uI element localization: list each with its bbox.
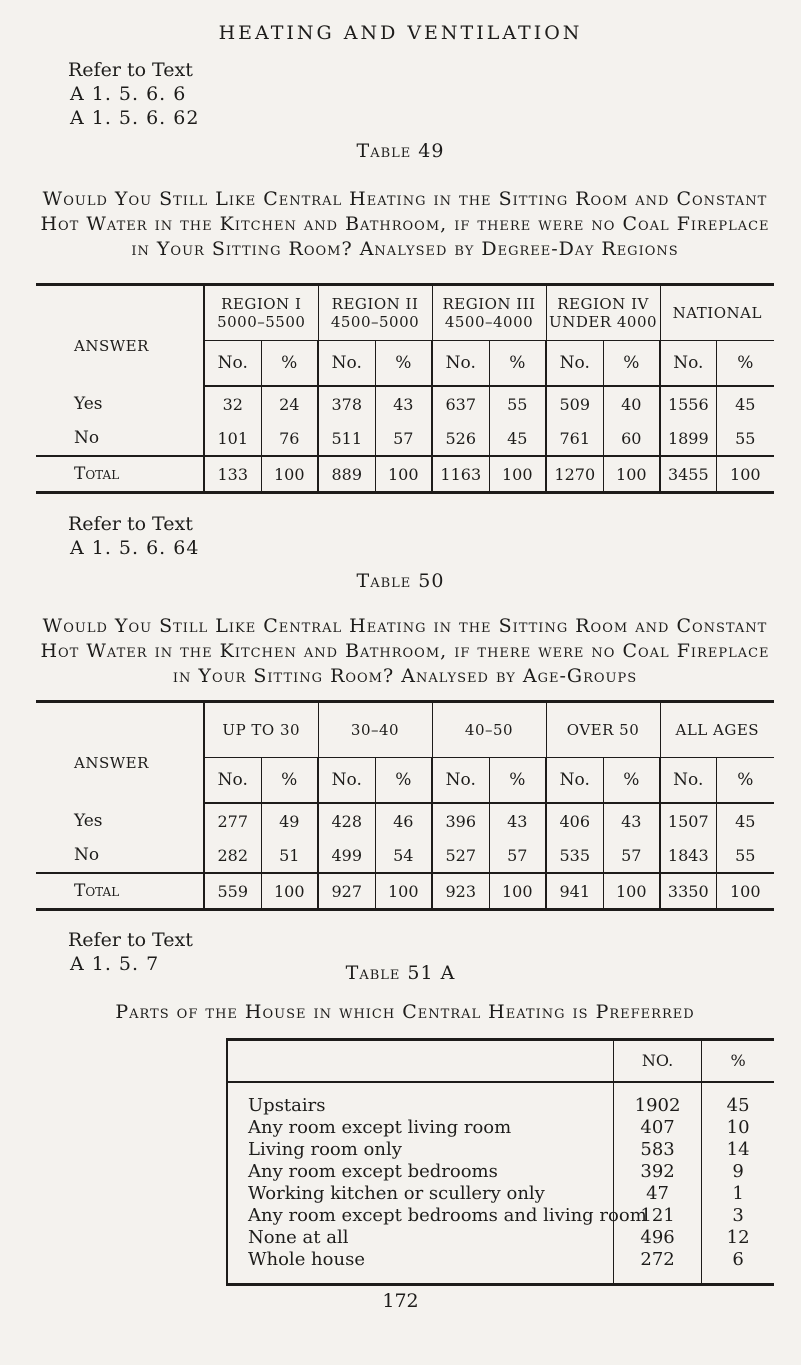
table-49	[36, 283, 774, 494]
cell: 378	[318, 386, 375, 421]
answer-header: ANSWER	[74, 337, 149, 355]
cell: 406	[546, 803, 603, 838]
group-header: 40–50	[432, 703, 546, 758]
table-caption: Parts of the House in which Central Heating is Preferred	[115, 1001, 695, 1023]
cell: 526	[432, 421, 489, 456]
header-row	[228, 1041, 774, 1082]
cell: 535	[546, 838, 603, 873]
row-label: Any room except bedrooms	[248, 1161, 498, 1182]
no-header: No.	[204, 758, 261, 804]
cell: 100	[261, 456, 318, 491]
text-reference	[68, 512, 199, 560]
table-number: Table 51 A	[345, 962, 456, 984]
cell: 100	[375, 873, 432, 908]
count-cell: 496	[613, 1227, 701, 1249]
cell: 1843	[660, 838, 716, 873]
running-head: HEATING AND VENTILATION	[218, 22, 583, 44]
cell: 76	[261, 421, 318, 456]
group-header	[660, 286, 774, 341]
cell: 100	[261, 873, 318, 908]
count-cell: 1902	[613, 1095, 701, 1117]
cell: 55	[716, 421, 774, 456]
group-header: ALL AGES	[660, 703, 774, 758]
percent-cell: 6	[702, 1249, 774, 1271]
no-header: No.	[204, 341, 261, 387]
table-row	[36, 421, 774, 456]
total-row	[36, 456, 774, 491]
cell: 428	[318, 803, 375, 838]
no-header: No.	[546, 758, 603, 804]
no-header: No.	[546, 341, 603, 387]
pct-header: %	[716, 758, 774, 804]
count-cell: 47	[613, 1183, 701, 1205]
row-label: Yes	[74, 393, 103, 414]
group-header: 30–40	[318, 703, 432, 758]
cell: 511	[318, 421, 375, 456]
cell: 277	[204, 803, 261, 838]
group-header	[204, 286, 318, 341]
no-header: No.	[432, 341, 489, 387]
cell: 509	[546, 386, 603, 421]
group-header: OVER 50	[546, 703, 660, 758]
percent-cell: 1	[702, 1183, 774, 1205]
cell: 1163	[432, 456, 489, 491]
cell: 55	[489, 386, 546, 421]
table-row	[228, 1095, 774, 1117]
group-header: UP TO 30	[204, 703, 318, 758]
cell: 282	[204, 838, 261, 873]
table-row	[228, 1139, 774, 1161]
cell: 133	[204, 456, 261, 491]
group-header	[432, 286, 546, 341]
pct-header: %	[261, 758, 318, 804]
cell: 499	[318, 838, 375, 873]
row-label: No	[74, 428, 100, 448]
row-label: Living room only	[248, 1139, 402, 1160]
count-cell: 407	[613, 1117, 701, 1139]
row-label: Working kitchen or scullery only	[248, 1183, 545, 1204]
percent-cell: 9	[702, 1161, 774, 1183]
cell: 32	[204, 386, 261, 421]
cell: 100	[716, 873, 774, 908]
cell: 1507	[660, 803, 716, 838]
cell: 3350	[660, 873, 716, 908]
row-label: None at all	[248, 1227, 349, 1248]
group-range: 4500–5000	[330, 313, 420, 331]
table-row	[228, 1183, 774, 1205]
pct-header: %	[716, 341, 774, 387]
row-label: Total	[36, 456, 204, 491]
row-label: Yes	[74, 810, 103, 831]
cell: 60	[603, 421, 660, 456]
percent-cell: 12	[702, 1227, 774, 1249]
group-name: REGION I	[221, 295, 302, 313]
cell: 24	[261, 386, 318, 421]
no-header: NO.	[613, 1041, 701, 1082]
pct-header: %	[375, 341, 432, 387]
table-51a	[226, 1038, 774, 1286]
cell: 45	[489, 421, 546, 456]
cell: 51	[261, 838, 318, 873]
cell: 43	[603, 803, 660, 838]
table-row	[36, 386, 774, 421]
cell: 46	[375, 803, 432, 838]
pct-header: %	[603, 341, 660, 387]
cell: 43	[489, 803, 546, 838]
reference-code: A 1. 5. 7	[70, 953, 160, 975]
cell: 559	[204, 873, 261, 908]
pct-header: %	[603, 758, 660, 804]
reference-label: Refer to Text	[68, 59, 193, 81]
table-row	[228, 1161, 774, 1183]
cell: 57	[603, 838, 660, 873]
reference-code: A 1. 5. 6. 64	[70, 537, 200, 559]
table-row	[228, 1205, 774, 1227]
cell: 54	[375, 838, 432, 873]
cell: 100	[603, 873, 660, 908]
cell: 923	[432, 873, 489, 908]
cell: 100	[489, 456, 546, 491]
group-range: 4500–4000	[444, 313, 534, 331]
table-row	[36, 838, 774, 873]
cell: 637	[432, 386, 489, 421]
no-header: No.	[318, 341, 375, 387]
cell: 941	[546, 873, 603, 908]
cell: 527	[432, 838, 489, 873]
group-name: REGION IV	[557, 295, 649, 313]
cell: 45	[716, 803, 774, 838]
table-number: Table 49	[356, 140, 445, 162]
table-50	[36, 700, 774, 911]
cell: 57	[489, 838, 546, 873]
table-row	[228, 1249, 774, 1271]
cell: 101	[204, 421, 261, 456]
table-caption: Would You Still Like Central Heating in the Sitting Room and Constant Hot Water in the Kitchen and Bathroom, if there were no Coal Fireplace in Your Sitting Room? Analysed by Degree-Day Regions	[40, 188, 770, 260]
cell: 3455	[660, 456, 716, 491]
group-range: UNDER 4000	[549, 313, 658, 331]
no-header: No.	[660, 758, 716, 804]
pct-header: %	[375, 758, 432, 804]
cell: 100	[375, 456, 432, 491]
percent-cell: 45	[702, 1095, 774, 1117]
cell: 49	[261, 803, 318, 838]
group-range: 5000–5500	[217, 313, 306, 331]
no-header: No.	[318, 758, 375, 804]
group-name: REGION III	[442, 295, 536, 313]
total-row	[36, 873, 774, 908]
reference-label: Refer to Text	[68, 513, 193, 535]
group-header	[318, 286, 432, 341]
answer-header: ANSWER	[74, 754, 149, 772]
pct-header: %	[489, 758, 546, 804]
header-row	[36, 286, 774, 341]
group-name: NATIONAL	[672, 304, 762, 322]
reference-code: A 1. 5. 6. 62	[70, 107, 200, 129]
table-row	[228, 1227, 774, 1249]
cell: 40	[603, 386, 660, 421]
page-number: 172	[382, 1290, 419, 1312]
header-row	[36, 703, 774, 758]
group-name: REGION II	[331, 295, 419, 313]
row-label: Total	[36, 873, 204, 908]
table-number: Table 50	[356, 570, 445, 592]
cell: 43	[375, 386, 432, 421]
no-header: No.	[660, 341, 716, 387]
row-label: Any room except living room	[248, 1117, 512, 1138]
cell: 1556	[660, 386, 716, 421]
count-cell: 121	[613, 1205, 701, 1227]
cell: 396	[432, 803, 489, 838]
percent-cell: 10	[702, 1117, 774, 1139]
cell: 100	[716, 456, 774, 491]
percent-cell: 3	[702, 1205, 774, 1227]
row-label: Whole house	[248, 1249, 365, 1270]
table-row	[36, 803, 774, 838]
cell: 100	[603, 456, 660, 491]
cell: 55	[716, 838, 774, 873]
row-label: No	[74, 845, 100, 865]
cell: 57	[375, 421, 432, 456]
table-row	[228, 1117, 774, 1139]
count-cell: 392	[613, 1161, 701, 1183]
cell: 1899	[660, 421, 716, 456]
pct-header: %	[261, 341, 318, 387]
cell: 1270	[546, 456, 603, 491]
cell: 100	[489, 873, 546, 908]
no-header: No.	[432, 758, 489, 804]
group-header	[546, 286, 660, 341]
reference-label: Refer to Text	[68, 929, 193, 951]
row-label: Any room except bedrooms and living room	[248, 1205, 647, 1226]
cell: 889	[318, 456, 375, 491]
row-label: Upstairs	[248, 1095, 326, 1116]
cell: 761	[546, 421, 603, 456]
count-cell: 583	[613, 1139, 701, 1161]
count-cell: 272	[613, 1249, 701, 1271]
cell: 45	[716, 386, 774, 421]
cell: 927	[318, 873, 375, 908]
pct-header: %	[702, 1041, 774, 1082]
percent-cell: 14	[702, 1139, 774, 1161]
table-caption: Would You Still Like Central Heating in the Sitting Room and Constant Hot Water in the Kitchen and Bathroom, if there were no Coal Fireplace in Your Sitting Room? Analysed by Age-Groups	[40, 615, 770, 687]
reference-code: A 1. 5. 6. 6	[70, 83, 187, 105]
text-reference	[68, 58, 199, 130]
pct-header: %	[489, 341, 546, 387]
